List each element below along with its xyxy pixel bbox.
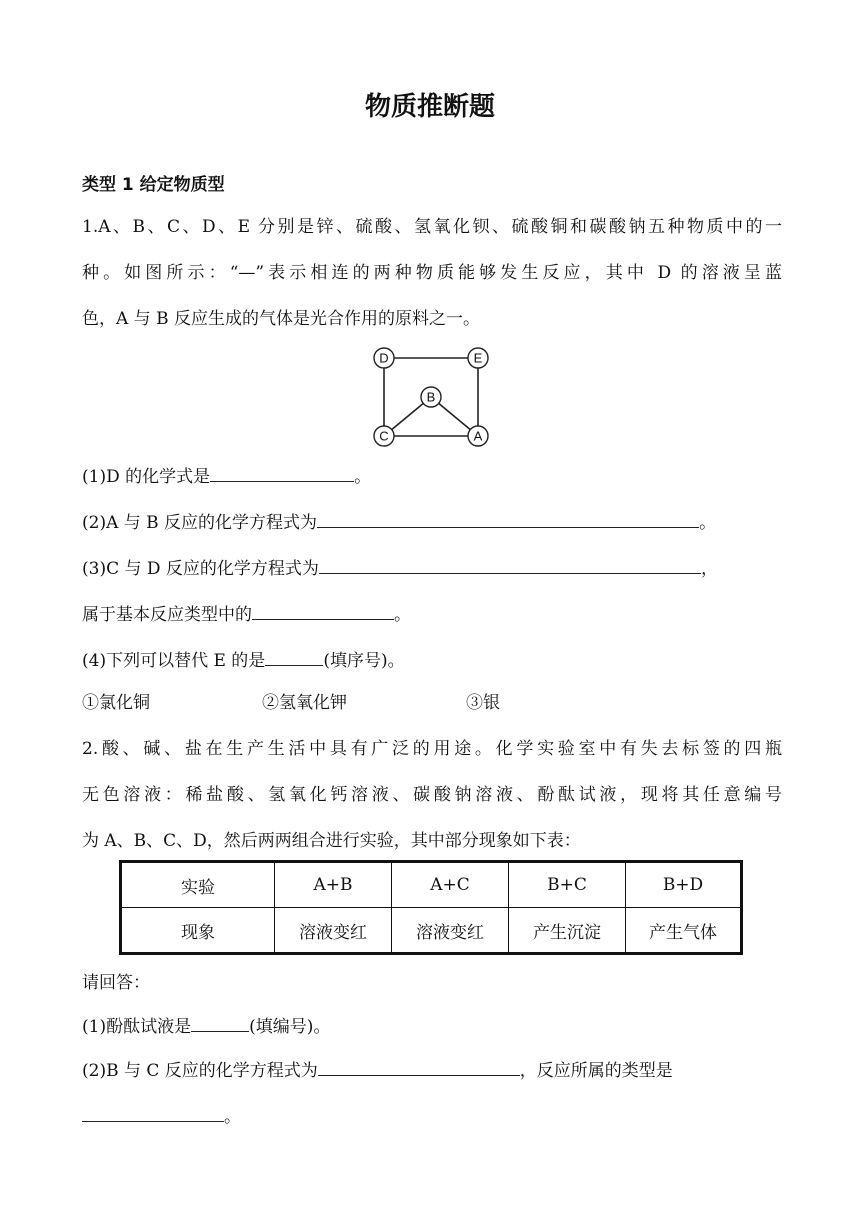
q2-ask: 请回答： [82,973,150,993]
q2-part-2b-end: 。 [224,1107,241,1127]
table-header-cell: B+C [509,862,626,908]
q1-part-1-text: (1)D 的化学式是 [82,467,211,487]
q2-stem-line-1: 2.酸、碱、盐在生产生活中具有广泛的用途。化学实验室中有失去标签的四瓶 [82,739,782,759]
q1-part-4 [82,650,782,672]
q1-part-2 [82,512,782,534]
q1-part-3b [82,604,782,626]
q1-part-3b-end: 。 [394,605,411,625]
table-cell: 现象 [121,908,275,954]
q1-part-4-end: (填序号)。 [323,651,405,671]
table-row [121,862,742,908]
q2-stem-line-3: 为 A、B、C、D，然后两两组合进行实验，其中部分现象如下表： [82,831,581,851]
q2-part-2-end: ，反应所属的类型是 [519,1061,673,1081]
node-e-label: E [473,350,483,366]
node-c-label: C [379,428,389,444]
q1-part-2-text: (2)A 与 B 反应的化学方程式为 [82,513,318,533]
q1-part-4-text: (4)下列可以替代 E 的是 [82,651,266,671]
table-cell: 产生沉淀 [509,908,626,954]
q2-stem-line-2: 无色溶液：稀盐酸、氢氧化钙溶液、碳酸钠溶液、酚酞试液，现将其任意编号 [82,785,782,805]
node-a-label: A [473,428,483,444]
answer-blank[interactable] [319,559,701,574]
answer-blank[interactable] [317,513,699,528]
q2-part-2b [82,1106,782,1128]
table-cell: 产生气体 [626,908,742,954]
option-1[interactable]: ①氯化铜 [82,693,150,713]
node-b-label: B [426,389,436,405]
q1-part-3b-text: 属于基本反应类型中的 [82,605,252,625]
q1-stem-line-1: 1.A、B、C、D、E 分别是锌、硫酸、氢氧化钡、硫酸铜和碳酸钠五种物质中的一 [82,217,782,237]
page-title: 物质推断题 [364,92,495,122]
q2-part-2-text: (2)B 与 C 反应的化学方程式为 [82,1061,318,1081]
table-cell: 溶液变红 [392,908,509,954]
option-3[interactable]: ③银 [466,693,500,713]
table-row [121,908,742,954]
section-heading: 类型 1 给定物质型 [82,175,225,195]
q1-part-2-end: 。 [699,513,717,533]
answer-blank[interactable] [265,651,323,666]
answer-blank[interactable] [318,1061,520,1076]
q2-part-2 [82,1060,782,1082]
answer-blank[interactable] [82,1107,224,1122]
table-cell: 溶液变红 [275,908,392,954]
experiment-table [119,860,743,955]
q1-options [82,692,782,714]
q1-part-1 [82,466,782,488]
table-header-cell: 实验 [121,862,275,908]
q1-stem-line-2: 种。如图所示：“—”表示相连的两种物质能够发生反应，其中 D 的溶液呈蓝 [82,263,782,283]
q1-part-3 [82,558,782,580]
node-d-label: D [379,350,389,366]
q2-part-1-end: (填编号)。 [249,1017,331,1037]
answer-blank[interactable] [210,467,354,482]
answer-blank[interactable] [191,1017,249,1032]
q2-part-1-text: (1)酚酞试液是 [82,1017,192,1037]
answer-blank[interactable] [252,605,394,620]
q1-stem-line-3: 色，A 与 B 反应生成的气体是光合作用的原料之一。 [82,309,480,329]
q2-part-1 [82,1016,782,1038]
reaction-diagram [370,344,496,450]
table-header-cell: A+C [392,862,509,908]
option-2[interactable]: ②氢氧化钾 [262,693,347,713]
q1-part-3-end: ， [700,559,718,579]
table-header-cell: B+D [626,862,742,908]
q1-part-3-text: (3)C 与 D 反应的化学方程式为 [82,559,319,579]
q1-part-1-end: 。 [354,467,372,487]
table-header-cell: A+B [275,862,392,908]
